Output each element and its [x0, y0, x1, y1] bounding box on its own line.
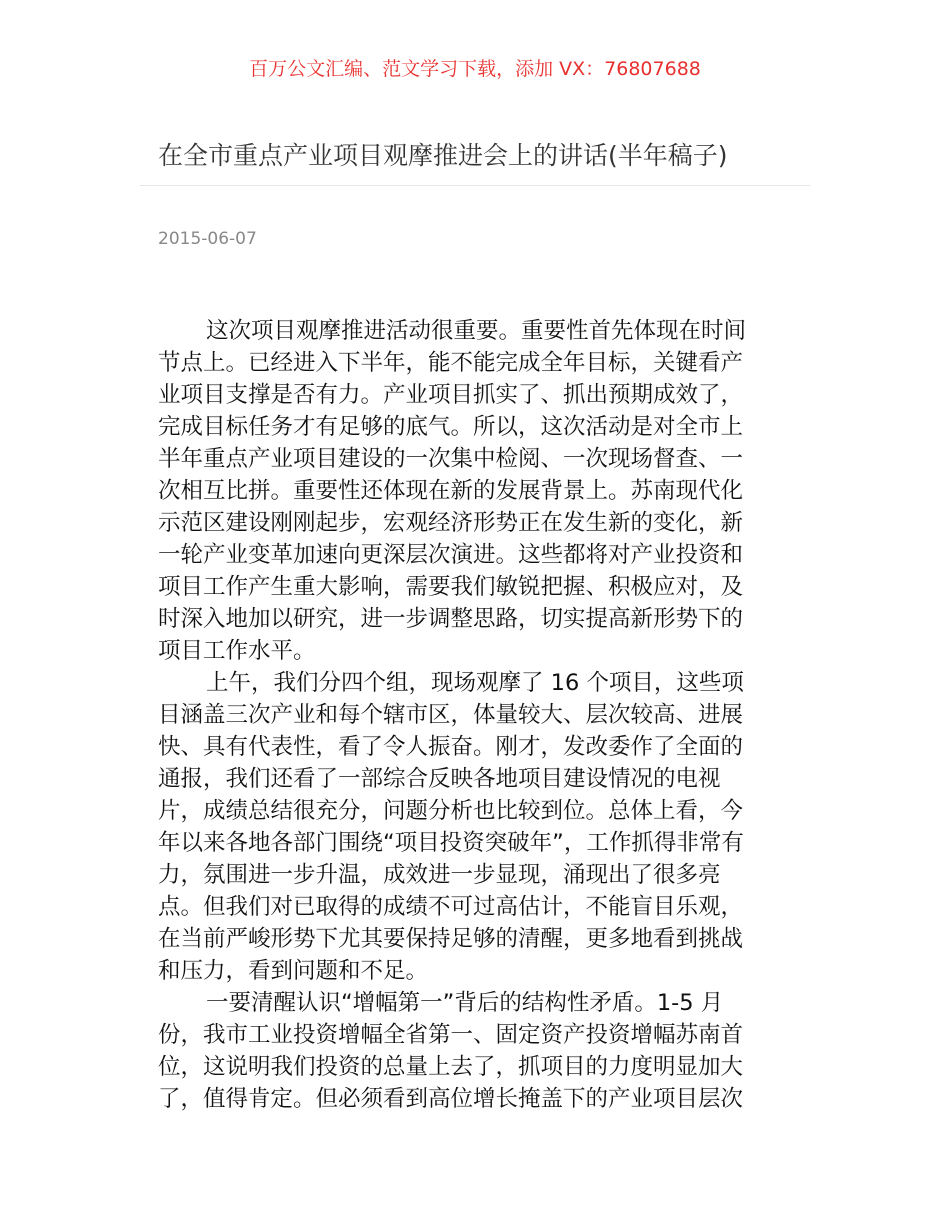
- body-line: 项目工作水平。: [158, 638, 316, 664]
- article-title: 在全市重点产业项目观摩推进会上的讲话(半年稿子): [158, 141, 728, 170]
- promo-banner: 百万公文汇编、范文学习下载，添加 VX：76807688: [249, 58, 701, 80]
- body-line: 目涵盖三次产业和每个辖市区，体量较大、层次较高、进展: [158, 702, 744, 728]
- body-line: 年以来各地各部门围绕“项目投资突破年”，工作抓得非常有: [158, 830, 744, 856]
- body-line: 节点上。已经进入下半年，能不能完成全年目标，关键看产: [158, 350, 744, 376]
- body-line: 和压力，看到问题和不足。: [158, 958, 429, 984]
- body-line: 上午，我们分四个组，现场观摩了 16 个项目，这些项: [206, 670, 744, 696]
- body-line: 完成目标任务才有足够的底气。所以，这次活动是对全市上: [158, 414, 744, 440]
- body-line: 份，我市工业投资增幅全省第一、固定资产投资增幅苏南首: [158, 1022, 744, 1048]
- body-line: 时深入地加以研究，进一步调整思路，切实提高新形势下的: [158, 606, 744, 632]
- body-line: 快、具有代表性，看了令人振奋。刚才，发改委作了全面的: [158, 734, 744, 760]
- title-divider: [140, 185, 810, 186]
- body-line: 位，这说明我们投资的总量上去了，抓项目的力度明显加大: [158, 1054, 744, 1080]
- body-line: 片，成绩总结很充分，问题分析也比较到位。总体上看，今: [158, 798, 744, 824]
- body-line: 一轮产业变革加速向更深层次演进。这些都将对产业投资和: [158, 542, 744, 568]
- body-line: 通报，我们还看了一部综合反映各地项目建设情况的电视: [158, 766, 721, 792]
- article-body: [158, 315, 798, 1115]
- body-line: 点。但我们对已取得的成绩不可过高估计，不能盲目乐观，: [158, 894, 744, 920]
- body-line: 示范区建设刚刚起步，宏观经济形势正在发生新的变化，新: [158, 510, 744, 536]
- body-line: 一要清醒认识“增幅第一”背后的结构性矛盾。1-5 月: [206, 990, 724, 1016]
- body-line: 力，氛围进一步升温，成效进一步显现，涌现出了很多亮: [158, 862, 721, 888]
- body-line: 业项目支撑是否有力。产业项目抓实了、抓出预期成效了，: [158, 382, 744, 408]
- publish-date: 2015-06-07: [158, 229, 257, 249]
- body-line: 项目工作产生重大影响，需要我们敏锐把握、积极应对，及: [158, 574, 744, 600]
- body-line: 这次项目观摩推进活动很重要。重要性首先体现在时间: [206, 318, 747, 344]
- body-line: 次相互比拼。重要性还体现在新的发展背景上。苏南现代化: [158, 478, 744, 504]
- body-line: 半年重点产业项目建设的一次集中检阅、一次现场督查、一: [158, 446, 744, 472]
- body-line: 了，值得肯定。但必须看到高位增长掩盖下的产业项目层次: [158, 1086, 744, 1112]
- body-line: 在当前严峻形势下尤其要保持足够的清醒，更多地看到挑战: [158, 926, 744, 952]
